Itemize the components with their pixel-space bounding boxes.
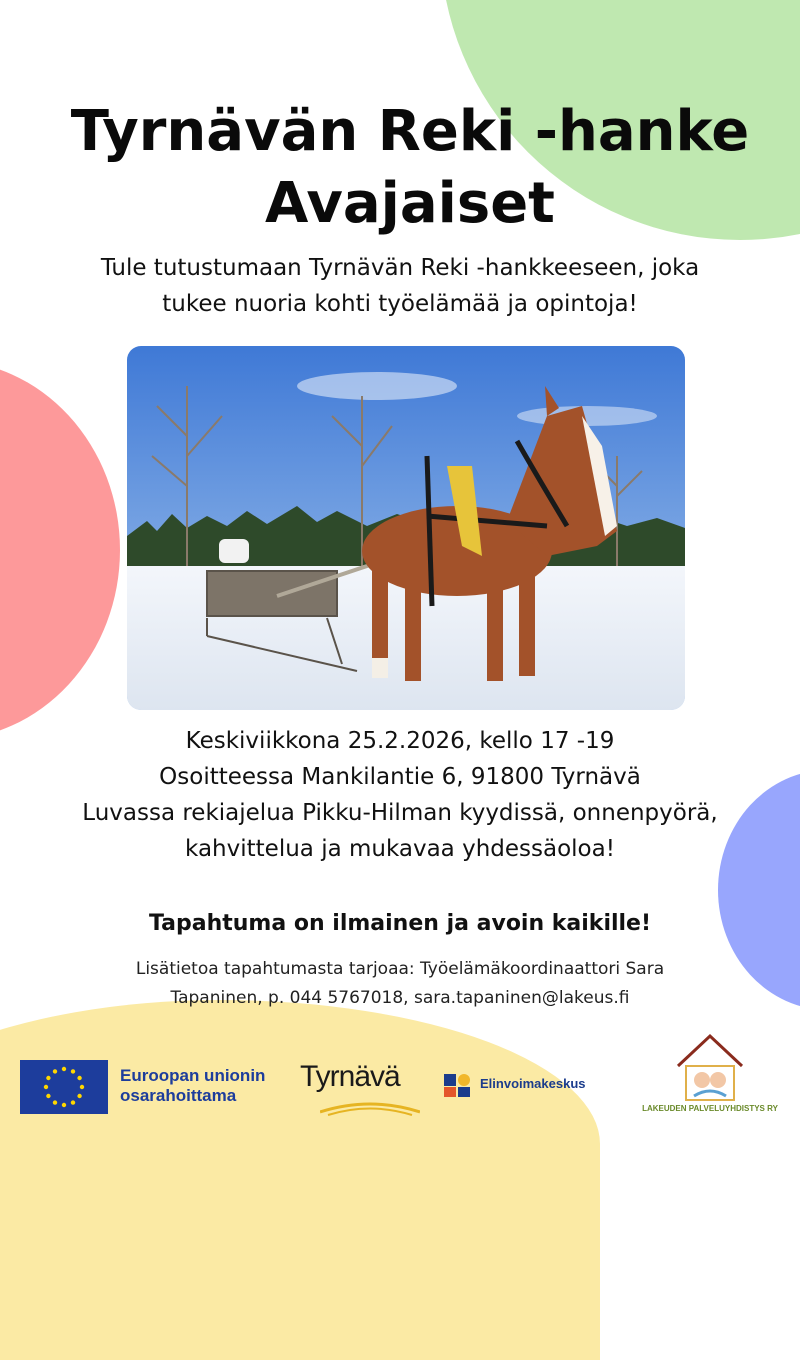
tyrnava-logo — [300, 1060, 422, 1116]
eu-star-icon — [77, 1076, 81, 1080]
tyrnava-logo-lines-icon — [320, 1098, 420, 1116]
eu-star-icon — [46, 1094, 50, 1098]
event-program-line-2: kahvittelua ja mukavaa yhdessäoloa! — [185, 836, 615, 862]
intro-text — [0, 250, 800, 322]
horse-sleigh-photo — [127, 346, 685, 710]
lakeus-logo — [632, 1032, 788, 1130]
eu-flag-icon — [20, 1060, 108, 1114]
contact-line-1: Lisätietoa tapahtumasta tarjoaa: Työelämäkoordinaattori Sara — [135, 959, 665, 979]
eu-star-icon — [80, 1085, 84, 1089]
eu-star-icon — [53, 1100, 57, 1104]
lakeus-logo-text: LAKEUDEN PALVELUYHDISTYS RY — [642, 1104, 778, 1113]
contact-info — [0, 955, 800, 1013]
eu-star-icon — [71, 1069, 75, 1073]
eu-star-icon — [46, 1076, 50, 1080]
tyrnava-logo-text: Tyrnävä — [300, 1060, 400, 1093]
eu-star-icon — [77, 1094, 81, 1098]
intro-line-1: Tule tutustumaan Tyrnävän Reki -hankkeeseen, joka — [100, 255, 700, 281]
elinvoimakeskus-emblem-icon — [442, 1070, 474, 1100]
intro-line-2: tukee nuoria kohti työelämää ja opintoja! — [162, 291, 638, 317]
event-details — [0, 723, 800, 867]
poster-title-line-2: Avajaiset — [265, 171, 555, 236]
free-event-notice: Tapahtuma on ilmainen ja avoin kaikille! — [148, 911, 652, 936]
event-date: Keskiviikkona 25.2.2026, kello 17 -19 — [185, 728, 615, 754]
elinvoimakeskus-logo — [442, 1070, 622, 1100]
event-program-line-1: Luvassa rekiajelua Pikku-Hilman kyydissä, onnenpyörä, — [82, 800, 718, 826]
eu-star-icon — [44, 1085, 48, 1089]
eu-star-icon — [62, 1103, 66, 1107]
eu-label-line-1: Euroopan unionin — [120, 1066, 266, 1085]
eu-star-icon — [62, 1067, 66, 1071]
eu-star-icon — [71, 1100, 75, 1104]
elinvoimakeskus-text: Elinvoimakeskus — [480, 1076, 586, 1091]
lakeus-house-icon — [672, 1032, 748, 1102]
eu-cofunded-label — [120, 1066, 265, 1106]
poster-title-line-1: Tyrnävän Reki -hanke — [70, 99, 750, 164]
event-address: Osoitteessa Mankilantie 6, 91800 Tyrnävä — [159, 764, 641, 790]
decor-red-blob — [0, 360, 120, 740]
eu-star-icon — [53, 1069, 57, 1073]
eu-label-line-2: osarahoittama — [120, 1086, 237, 1105]
logo-strip — [0, 1030, 800, 1130]
contact-line-2: Tapaninen, p. 044 5767018, sara.tapaninen@lakeus.fi — [170, 988, 630, 1008]
